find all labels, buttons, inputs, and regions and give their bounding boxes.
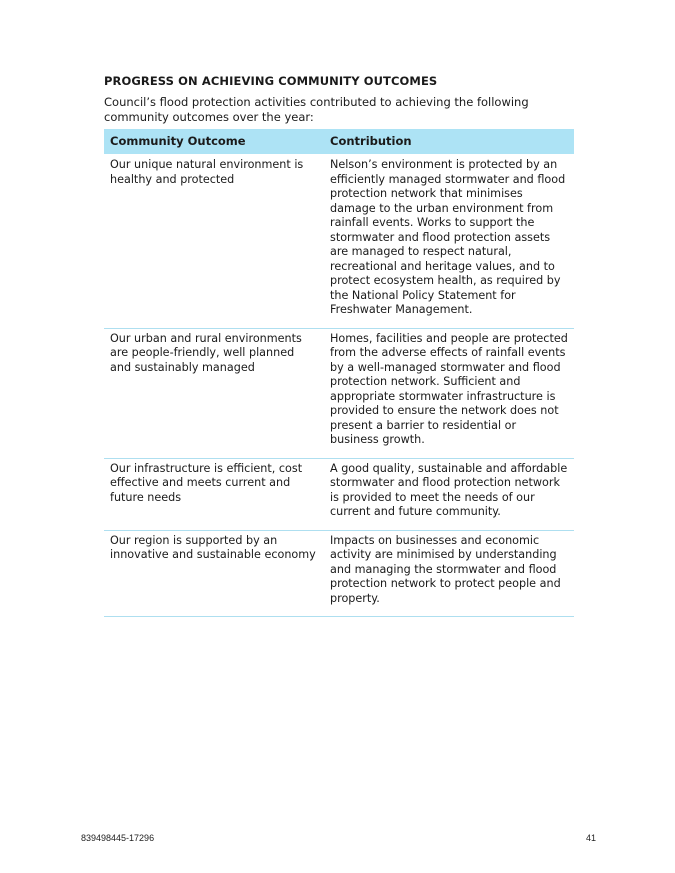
table-row [104, 530, 574, 617]
document-id: 839498445-17296 [81, 833, 155, 843]
table-row [104, 328, 574, 458]
table-row [104, 154, 574, 328]
contribution-cell: Nelson’s environment is protected by an efficiently managed stormwater and flood protection network that minimises damage to the urban environment from rainfall events. Works to support the stormwater and flood protection assets are managed to respect natural, recreational and heritage values, and to protect ecosystem health, as required by the National Policy Statement for Freshwater Management. [324, 154, 574, 328]
page-number: 41 [586, 833, 597, 843]
column-header-outcome: Community Outcome [104, 129, 324, 154]
contribution-cell: Impacts on businesses and economic activity are minimised by understanding and managing the stormwater and flood protection network to protect people and property. [324, 530, 574, 617]
contribution-cell: A good quality, sustainable and affordable stormwater and flood protection network is provided to meet the needs of our current and future community. [324, 458, 574, 530]
outcomes-table [104, 129, 574, 617]
table-row [104, 458, 574, 530]
outcome-cell: Our region is supported by an innovative and sustainable economy [104, 530, 324, 617]
intro-paragraph: Council’s flood protection activities contributed to achieving the following community outcomes over the year: [104, 95, 529, 124]
column-header-contribution: Contribution [324, 129, 574, 154]
document-body [104, 74, 574, 617]
contribution-cell: Homes, facilities and people are protected from the adverse effects of rainfall events by a well-managed stormwater and flood protection network. Sufficient and appropriate stormwater infrastructure is provided to ensure the network does not present a barrier to residential or business growth. [324, 328, 574, 458]
table-header-row [104, 129, 574, 154]
outcome-cell: Our urban and rural environments are people-friendly, well planned and sustainably managed [104, 328, 324, 458]
outcome-cell: Our unique natural environment is healthy and protected [104, 154, 324, 328]
outcome-cell: Our infrastructure is efficient, cost effective and meets current and future needs [104, 458, 324, 530]
section-heading: PROGRESS ON ACHIEVING COMMUNITY OUTCOMES [104, 74, 438, 88]
